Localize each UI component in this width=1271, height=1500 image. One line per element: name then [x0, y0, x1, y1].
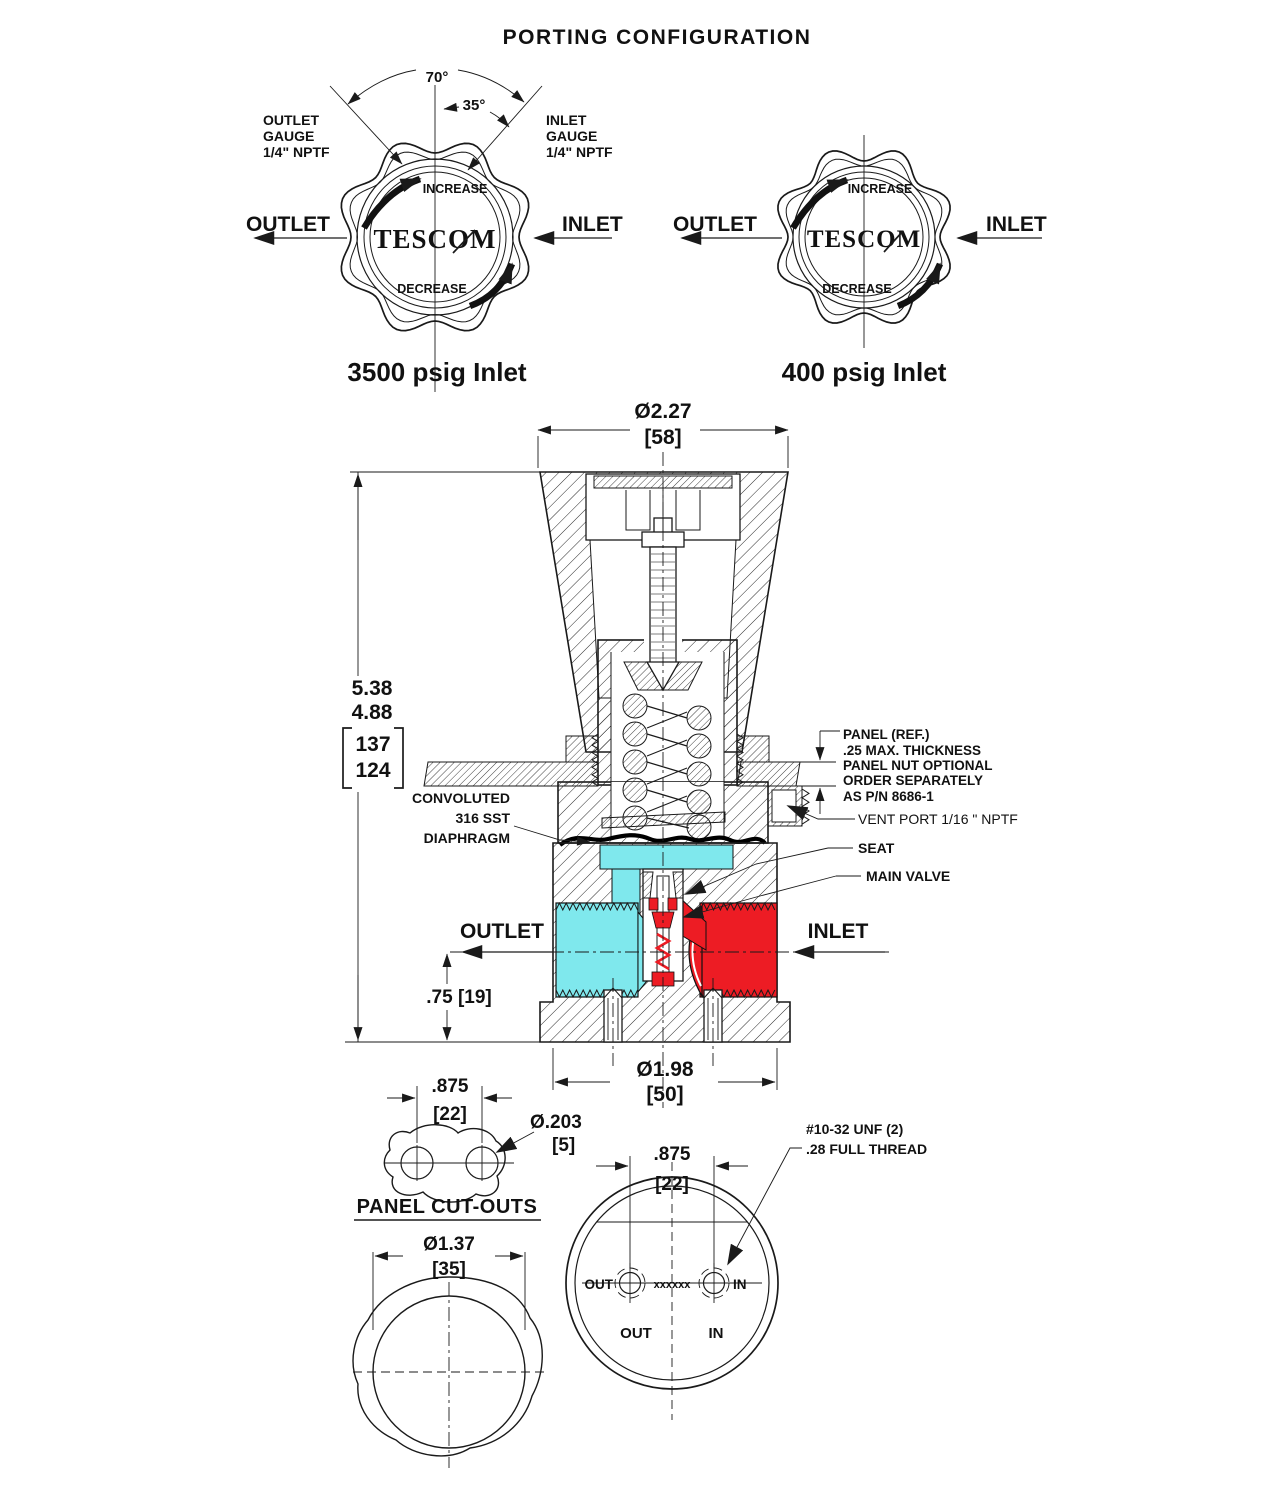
panel-callout — [794, 727, 993, 814]
bottom-view — [566, 1121, 927, 1420]
panel-plate-left — [424, 762, 598, 786]
svg-text:INLET: INLET — [546, 112, 587, 128]
svg-text:4.88: 4.88 — [351, 701, 393, 724]
panel-cutouts-view — [353, 1076, 582, 1468]
thread-note-callout — [728, 1121, 927, 1264]
svg-text:VENT PORT 1/16 " NPTF: VENT PORT 1/16 " NPTF — [858, 811, 1018, 827]
svg-text:.25 MAX. THICKNESS: .25 MAX. THICKNESS — [843, 743, 982, 758]
decrease-label: DECREASE — [397, 282, 467, 296]
svg-text:.875: .875 — [431, 1076, 469, 1097]
cross-section-view — [343, 400, 1018, 1108]
svg-text:ORDER SEPARATELY: ORDER SEPARATELY — [843, 773, 984, 788]
caption-400: 400 psig Inlet — [781, 357, 947, 387]
svg-text:.75 [19]: .75 [19] — [426, 987, 492, 1008]
tescom-logo: TESCOM — [806, 226, 922, 253]
knob-3500-view — [246, 69, 623, 392]
dim-bottom-diameter — [553, 1048, 777, 1106]
dim-hole-spacing-small — [387, 1076, 512, 1143]
large-cutout — [353, 1277, 545, 1468]
svg-text:Ø2.27: Ø2.27 — [634, 400, 692, 423]
dim-hole-diameter — [497, 1112, 582, 1156]
inlet-gauge-label — [546, 112, 613, 160]
svg-text:1/4" NPTF: 1/4" NPTF — [263, 144, 330, 160]
svg-text:[5]: [5] — [552, 1135, 576, 1156]
svg-text:Ø1.98: Ø1.98 — [636, 1058, 694, 1081]
svg-text:CONVOLUTED: CONVOLUTED — [412, 790, 510, 806]
panel-plate-right — [737, 762, 800, 786]
inlet-label: INLET — [986, 213, 1047, 236]
in-engraved-label: IN — [708, 1325, 724, 1342]
svg-text:DIAPHRAGM: DIAPHRAGM — [423, 830, 510, 846]
angle-35-label: 35° — [462, 97, 486, 114]
out-port-hole — [615, 1263, 645, 1303]
caption-3500: 3500 psig Inlet — [347, 357, 527, 387]
knob-400-view — [673, 135, 1047, 387]
svg-text:124: 124 — [355, 759, 391, 782]
panel-nut-left — [566, 736, 598, 762]
svg-text:[35]: [35] — [432, 1259, 466, 1280]
svg-text:.875: .875 — [653, 1144, 691, 1165]
out-engraved-label: OUT — [620, 1325, 652, 1342]
svg-text:PANEL NUT OPTIONAL: PANEL NUT OPTIONAL — [843, 758, 993, 773]
vent-callout — [788, 806, 1018, 827]
outlet-label: OUTLET — [460, 920, 544, 943]
outlet-label: OUTLET — [246, 213, 330, 236]
svg-text:#10-32 UNF (2): #10-32 UNF (2) — [806, 1121, 904, 1137]
svg-text:OUTLET: OUTLET — [263, 112, 319, 128]
in-port-hole — [699, 1263, 729, 1303]
decrease-arrow — [898, 264, 940, 306]
increase-label: INCREASE — [847, 182, 913, 196]
svg-text:Ø.203: Ø.203 — [530, 1112, 582, 1133]
out-port-label: OUT — [584, 1277, 613, 1292]
tescom-logo: TESCOM — [373, 224, 497, 254]
inlet-label: INLET — [562, 213, 623, 236]
outlet-label: OUTLET — [673, 213, 757, 236]
angle-line-outlet-gauge — [330, 86, 402, 164]
svg-text:137: 137 — [355, 733, 391, 756]
svg-text:GAUGE: GAUGE — [546, 128, 598, 144]
svg-text:GAUGE: GAUGE — [263, 128, 315, 144]
page-title: PORTING CONFIGURATION — [502, 26, 812, 49]
panel-nut-right — [737, 736, 769, 762]
svg-text:[50]: [50] — [646, 1083, 684, 1106]
svg-text:5.38: 5.38 — [351, 677, 393, 700]
svg-text:1/4" NPTF: 1/4" NPTF — [546, 144, 613, 160]
svg-text:Ø1.37: Ø1.37 — [423, 1234, 475, 1255]
outlet-gauge-label — [263, 112, 330, 160]
svg-text:MAIN VALVE: MAIN VALVE — [866, 868, 951, 884]
svg-text:[22]: [22] — [433, 1104, 467, 1125]
small-cutout — [384, 1125, 514, 1202]
seat — [649, 898, 658, 910]
svg-text:PANEL (REF.): PANEL (REF.) — [843, 727, 930, 742]
dim-overall-height — [343, 472, 543, 1042]
cutouts-heading: PANEL CUT-OUTS — [356, 1196, 538, 1218]
inlet-label: INLET — [807, 920, 869, 943]
svg-text:.28 FULL THREAD: .28 FULL THREAD — [806, 1141, 928, 1157]
dim-port-height — [426, 954, 491, 1040]
in-port-label: IN — [733, 1277, 747, 1292]
decrease-label: DECREASE — [822, 282, 892, 296]
svg-text:AS P/N 8686-1: AS P/N 8686-1 — [843, 789, 934, 804]
svg-text:316 SST: 316 SST — [455, 810, 510, 826]
svg-text:SEAT: SEAT — [858, 840, 895, 856]
svg-text:[22]: [22] — [655, 1174, 689, 1195]
svg-text:[58]: [58] — [644, 426, 682, 449]
increase-label: INCREASE — [422, 182, 488, 196]
center-mark: xxxxxx — [653, 1279, 691, 1291]
angle-70-label: 70° — [425, 69, 449, 86]
